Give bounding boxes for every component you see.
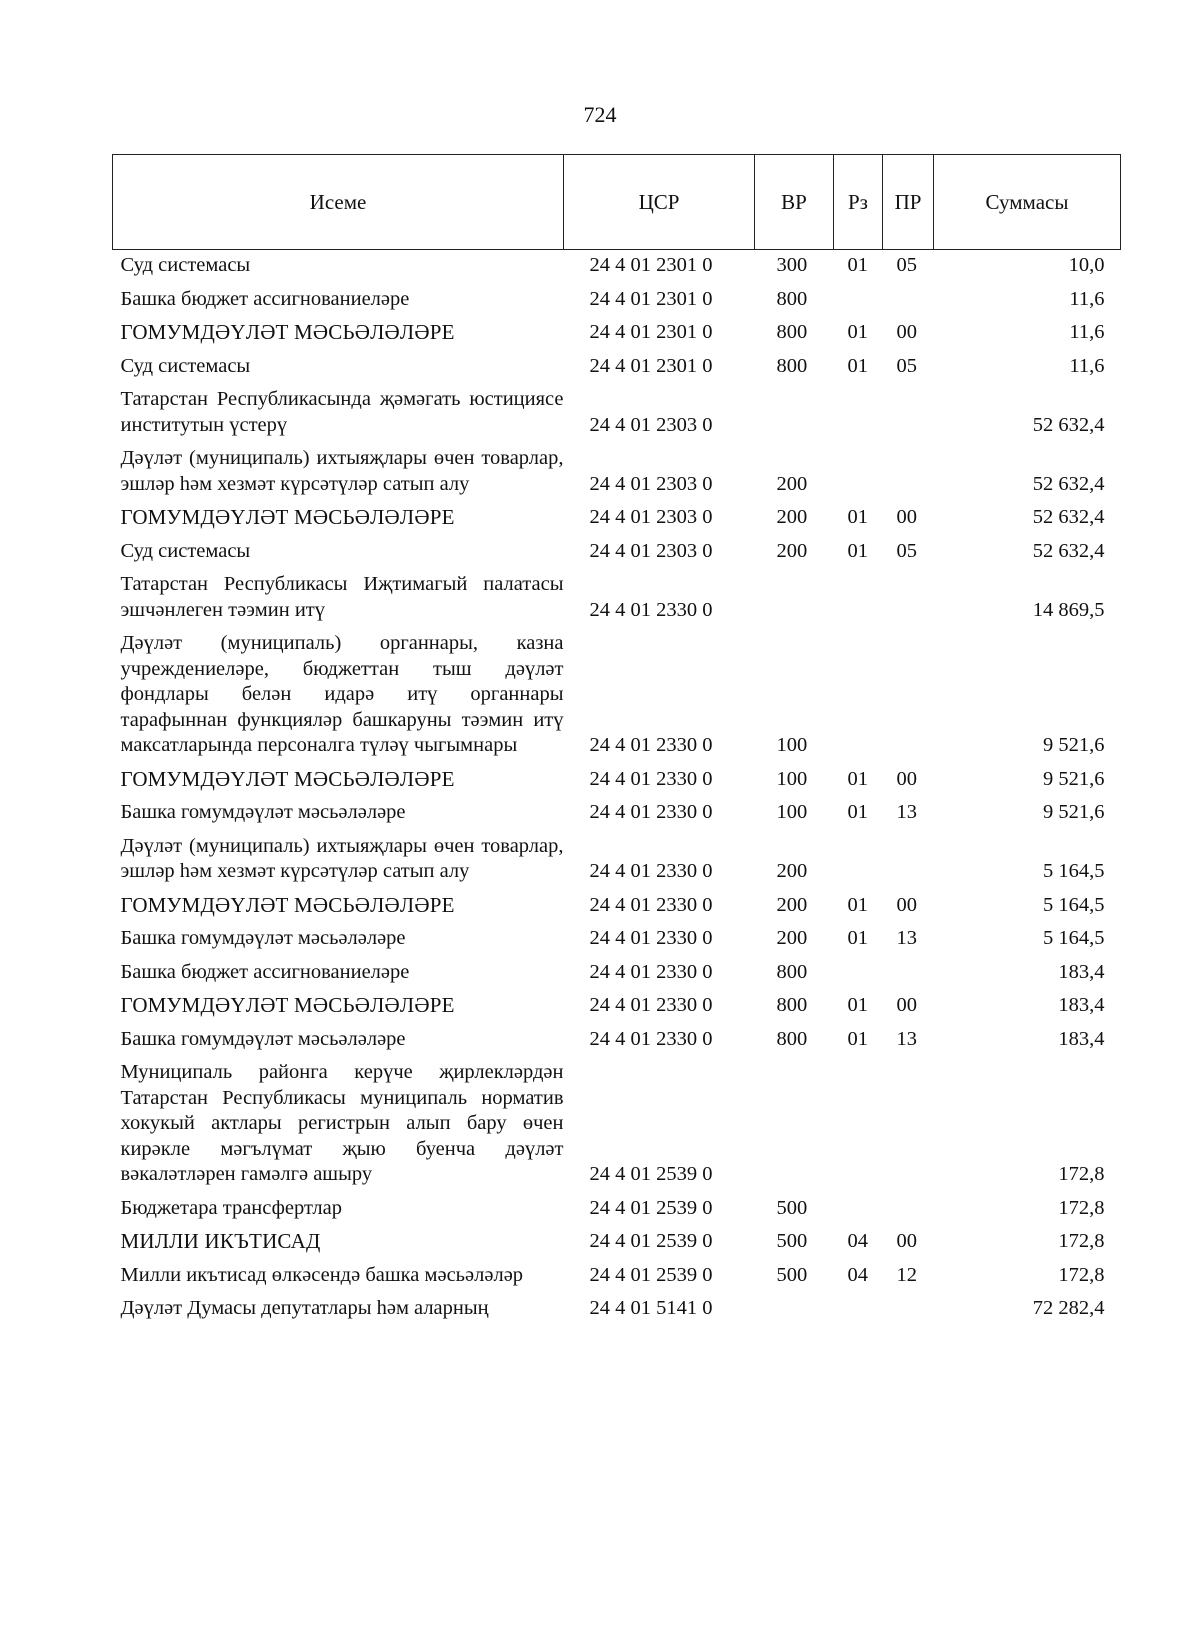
cell-name: МИЛЛИ ИКЪТИСАД (120, 1229, 321, 1253)
cell-pr: 05 (896, 254, 917, 276)
table-row (113, 830, 1121, 889)
table-row (113, 889, 1121, 923)
cell-pr: 05 (896, 354, 917, 377)
cell-rz (834, 568, 883, 627)
cell-pr (883, 830, 934, 889)
cell-csr: 24 4 01 2303 0 (589, 413, 713, 436)
cell-rz: 01 (847, 994, 868, 1016)
cell-sum: 172,8 (1058, 1163, 1105, 1185)
table-row (113, 501, 1121, 535)
cell-vr: 800 (776, 1027, 808, 1050)
cell-pr: 05 (896, 539, 917, 562)
cell-pr (883, 1056, 934, 1192)
cell-name: Муниципаль районга керүче җирлекләрдән Татарстан Республикасы муниципаль норматив хокукый актлары регистрын алып бару өчен кирәкле мәгълүмат җыю буенча дәүләт вәкаләтләрен гамәлгә ашыру (120, 1061, 564, 1185)
cell-vr: 300 (776, 254, 808, 276)
cell-sum: 52 632,4 (1032, 472, 1105, 495)
cell-vr: 200 (776, 539, 808, 562)
cell-name: ГОМУМДӘҮЛӘТ МӘСЬӘЛӘЛӘРЕ (120, 993, 455, 1017)
cell-pr (883, 283, 934, 317)
table-row (113, 989, 1121, 1023)
cell-vr: 100 (776, 767, 808, 790)
cell-rz: 01 (847, 321, 868, 343)
cell-csr: 24 4 01 5141 0 (589, 1297, 713, 1319)
cell-csr: 24 4 01 2303 0 (589, 539, 713, 562)
cell-sum: 5 164,5 (1043, 860, 1105, 882)
cell-vr (755, 568, 834, 627)
cell-csr: 24 4 01 2539 0 (589, 1263, 713, 1286)
cell-rz: 04 (847, 1230, 868, 1252)
header-csr: ЦСР (564, 155, 755, 250)
cell-vr: 200 (776, 893, 808, 916)
cell-rz (834, 283, 883, 317)
cell-name: ГОМУМДӘҮЛӘТ МӘСЬӘЛӘЛӘРЕ (120, 766, 455, 791)
cell-vr: 200 (776, 506, 808, 528)
cell-sum: 183,4 (1058, 994, 1105, 1016)
cell-pr: 00 (896, 767, 917, 790)
cell-csr: 24 4 01 2330 0 (589, 860, 713, 882)
cell-sum: 10,0 (1068, 254, 1105, 276)
cell-name: Башка бюджет ассигнованиеләре (120, 287, 410, 310)
cell-csr: 24 4 01 2330 0 (589, 1027, 713, 1050)
budget-table-container (112, 154, 1120, 1326)
cell-csr: 24 4 01 2539 0 (589, 1163, 713, 1185)
cell-csr: 24 4 01 2301 0 (589, 287, 713, 310)
cell-vr: 100 (776, 801, 808, 823)
cell-sum: 172,8 (1058, 1196, 1105, 1219)
table-row (113, 1056, 1121, 1192)
cell-name: Татарстан Республикасында җәмәгать юстициясе институтын үстерү (120, 388, 564, 436)
cell-name: Суд системасы (120, 539, 251, 562)
cell-pr (883, 627, 934, 763)
table-row (113, 796, 1121, 830)
cell-rz (834, 1292, 883, 1326)
table-row (113, 763, 1121, 797)
cell-rz (834, 1192, 883, 1226)
cell-name: Суд системасы (120, 254, 251, 276)
cell-pr: 00 (896, 321, 917, 343)
cell-csr: 24 4 01 2301 0 (589, 321, 713, 343)
cell-pr: 00 (896, 506, 917, 528)
table-row (113, 1225, 1121, 1259)
cell-name: ГОМУМДӘҮЛӘТ МӘСЬӘЛӘЛӘРЕ (120, 505, 455, 529)
cell-csr: 24 4 01 2330 0 (589, 734, 713, 756)
cell-sum: 9 521,6 (1043, 734, 1105, 756)
table-row (113, 956, 1121, 990)
cell-sum: 183,4 (1058, 1027, 1105, 1050)
table-row (113, 922, 1121, 956)
cell-vr (755, 383, 834, 442)
table-row (113, 627, 1121, 763)
cell-name: ГОМУМДӘҮЛӘТ МӘСЬӘЛӘЛӘРЕ (120, 892, 455, 917)
cell-sum: 11,6 (1069, 354, 1105, 377)
cell-rz: 01 (847, 927, 868, 949)
cell-csr: 24 4 01 2330 0 (589, 598, 713, 621)
table-row (113, 316, 1121, 350)
cell-sum: 52 632,4 (1032, 506, 1105, 528)
table-row (113, 383, 1121, 442)
header-rz: Рз (834, 155, 883, 250)
cell-name: Башка гомумдәүләт мәсьәләләре (120, 1027, 406, 1050)
header-vr: ВР (755, 155, 834, 250)
cell-rz: 01 (847, 539, 868, 562)
cell-pr: 13 (896, 1027, 917, 1050)
cell-pr (883, 442, 934, 501)
cell-rz: 01 (847, 254, 868, 276)
cell-vr: 800 (776, 994, 808, 1016)
cell-csr: 24 4 01 2330 0 (589, 960, 713, 983)
cell-vr: 200 (776, 927, 808, 949)
cell-sum: 172,8 (1058, 1230, 1105, 1252)
cell-sum: 9 521,6 (1043, 767, 1105, 790)
cell-pr (883, 1292, 934, 1326)
cell-vr: 500 (776, 1196, 808, 1219)
cell-rz: 01 (847, 767, 868, 790)
cell-pr (883, 568, 934, 627)
cell-name: Башка гомумдәүләт мәсьәләләре (120, 801, 406, 823)
cell-vr: 100 (776, 734, 808, 756)
cell-rz: 01 (847, 893, 868, 916)
table-row (113, 535, 1121, 569)
cell-vr: 500 (776, 1263, 808, 1286)
table-row (113, 350, 1121, 384)
header-pr: ПР (883, 155, 934, 250)
cell-name: ГОМУМДӘҮЛӘТ МӘСЬӘЛӘЛӘРЕ (120, 320, 455, 344)
header-name: Исеме (113, 155, 564, 250)
cell-rz: 01 (847, 354, 868, 377)
cell-name: Милли икътисад өлкәсендә башка мәсьәләләр (120, 1263, 524, 1286)
cell-vr: 800 (776, 287, 808, 310)
cell-sum: 52 632,4 (1032, 413, 1105, 436)
table-body (113, 250, 1121, 1326)
cell-pr: 12 (896, 1263, 917, 1286)
cell-sum: 5 164,5 (1043, 893, 1105, 916)
cell-sum: 11,6 (1069, 321, 1105, 343)
cell-vr: 200 (776, 860, 808, 882)
cell-sum: 5 164,5 (1043, 927, 1105, 949)
table-row (113, 1023, 1121, 1057)
cell-pr: 00 (896, 893, 917, 916)
cell-csr: 24 4 01 2330 0 (589, 767, 713, 790)
cell-csr: 24 4 01 2539 0 (589, 1230, 713, 1252)
cell-rz: 01 (847, 506, 868, 528)
cell-csr: 24 4 01 2301 0 (589, 254, 713, 276)
cell-rz: 01 (847, 801, 868, 823)
cell-rz: 01 (847, 1027, 868, 1050)
cell-sum: 9 521,6 (1043, 801, 1105, 823)
cell-pr (883, 956, 934, 990)
cell-vr: 200 (776, 472, 808, 495)
cell-name: Суд системасы (120, 354, 251, 377)
cell-rz: 04 (847, 1263, 868, 1286)
table-row (113, 568, 1121, 627)
table-row (113, 283, 1121, 317)
cell-rz (834, 830, 883, 889)
cell-name: Бюджетара трансфертлар (120, 1196, 343, 1219)
cell-sum: 14 869,5 (1032, 598, 1105, 621)
cell-pr: 00 (896, 1230, 917, 1252)
cell-pr (883, 383, 934, 442)
cell-sum: 11,6 (1069, 287, 1105, 310)
cell-pr (883, 1192, 934, 1226)
cell-pr: 13 (896, 801, 917, 823)
cell-csr: 24 4 01 2330 0 (589, 927, 713, 949)
header-sum: Суммасы (934, 155, 1121, 250)
cell-csr: 24 4 01 2539 0 (589, 1196, 713, 1219)
cell-name: Дәүләт Думасы депутатлары һәм аларның (120, 1297, 489, 1319)
cell-name: Башка гомумдәүләт мәсьәләләре (120, 927, 406, 949)
budget-table (112, 154, 1121, 1326)
table-header (113, 155, 1121, 250)
cell-sum: 72 282,4 (1032, 1297, 1105, 1319)
cell-name: Дәүләт (муниципаль) ихтыяҗлары өчен товарлар, эшләр һәм хезмәт күрсәтүләр сатып алу (120, 447, 564, 495)
cell-rz (834, 442, 883, 501)
cell-vr: 800 (776, 354, 808, 377)
cell-name: Башка бюджет ассигнованиеләре (120, 960, 410, 983)
cell-sum: 52 632,4 (1032, 539, 1105, 562)
cell-csr: 24 4 01 2330 0 (589, 801, 713, 823)
cell-vr (755, 1292, 834, 1326)
table-row (113, 250, 1121, 283)
cell-rz (834, 956, 883, 990)
cell-csr: 24 4 01 2330 0 (589, 994, 713, 1016)
table-row (113, 1259, 1121, 1293)
cell-csr: 24 4 01 2303 0 (589, 506, 713, 528)
cell-pr: 13 (896, 927, 917, 949)
cell-vr: 800 (776, 321, 808, 343)
cell-name: Дәүләт (муниципаль) ихтыяҗлары өчен товарлар, эшләр һәм хезмәт күрсәтүләр сатып алу (120, 834, 564, 882)
cell-rz (834, 383, 883, 442)
cell-vr (755, 1056, 834, 1192)
cell-vr: 800 (776, 960, 808, 983)
cell-name: Татарстан Республикасы Иҗтимагый палатасы эшчәнлеген тәэмин итү (120, 573, 564, 621)
cell-sum: 172,8 (1058, 1263, 1105, 1286)
cell-csr: 24 4 01 2301 0 (589, 354, 713, 377)
cell-pr: 00 (896, 994, 917, 1016)
page-number: 724 (583, 102, 617, 127)
cell-vr: 500 (776, 1230, 808, 1252)
cell-rz (834, 1056, 883, 1192)
cell-csr: 24 4 01 2330 0 (589, 893, 713, 916)
cell-csr: 24 4 01 2303 0 (589, 472, 713, 495)
cell-name: Дәүләт (муниципаль) органнары, казна учреждениеләре, бюджеттан тыш дәүләт фондлары белән идарә итү органнары тарафыннан функцияләр башкаруны тәэмин итү максатларында персоналга түләү чыгымнары (120, 632, 564, 756)
table-row (113, 1292, 1121, 1326)
table-row (113, 1192, 1121, 1226)
table-row (113, 442, 1121, 501)
cell-sum: 183,4 (1058, 960, 1105, 983)
cell-rz (834, 627, 883, 763)
